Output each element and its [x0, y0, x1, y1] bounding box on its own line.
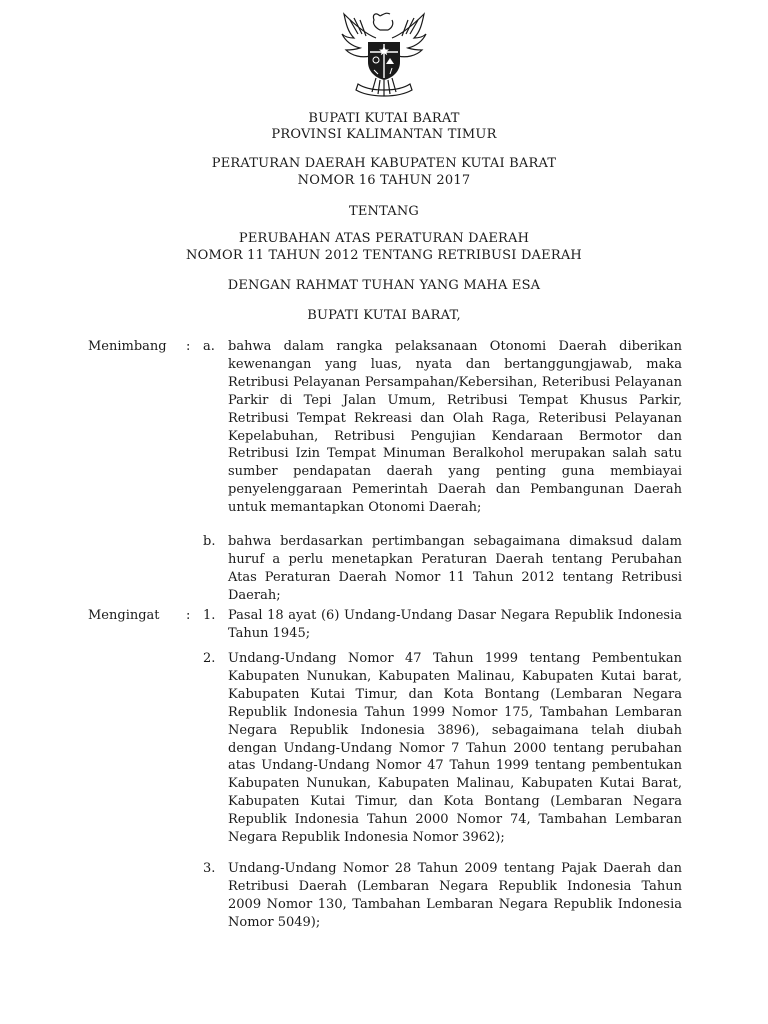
garuda-emblem-icon — [336, 8, 432, 100]
header-line-7: NOMOR 11 TAHUN 2012 TENTANG RETRIBUSI DAERAH — [186, 248, 582, 263]
header-line-1: BUPATI KUTAI BARAT — [308, 111, 460, 126]
header-line-5: TENTANG — [348, 204, 420, 219]
mengingat-item-3: Undang-Undang Nomor 28 Tahun 2009 tentang Pajak Daerah dan Retribusi Daerah (Lembaran Negara Republik Indonesia Tahun 2009 Nomor 130, Tambahan Lembaran Negara Republik Indonesia Nomor 5049); — [228, 861, 682, 930]
mengingat-item-2: Undang-Undang Nomor 47 Tahun 1999 tentang Pembentukan Kabupaten Nunukan, Kabupaten Malinau, Kabupaten Kutai barat, Kabupaten Kutai Timur, dan Kota Bontang (Lembaran Negara Republik Indonesia Tahun 1999 Nomor 175, Tambahan Lembaran Negara Republik Indonesia 3896), sebagaimana telah diubah dengan Undang-Undang Nomor 7 Tahun 2000 tentang perubahan atas Undang-Undang Nomor 47 Tahun 1999 tentang pembentukan Kabupaten Nunukan, Kabupaten Malinau, Kabupaten Kutai Barat, Kabupaten Kutai Timur, dan Kota Bontang (Lembaran Negara Republik Indonesia Tahun 2000 Nomor 74, Tambahan Lembaran Negara Republik Indonesia Nomor 3962); — [228, 651, 682, 846]
mengingat-marker-3: 3. — [203, 861, 216, 876]
menimbang-item-b: bahwa berdasarkan pertimbangan sebagaimana dimaksud dalam huruf a perlu menetapkan Peraturan Daerah tentang Perubahan Atas Peraturan Daerah Nomor 11 Tahun 2012 tentang Retribusi Daerah; — [228, 534, 682, 603]
menimbang-item-a: bahwa dalam rangka pelaksanaan Otonomi Daerah diberikan kewenangan yang luas, nyata dan bertanggungjawab, maka Retribusi Pelayanan Persampahan/Kebersihan, Reteribusi Pelayanan Parkir di Tepi Jalan Umum, Retribusi Tempat Khusus Parkir, Retribusi Tempat Rekreasi dan Olah Raga, Reteribusi Pelayanan Kepelabuhan, Retribusi Pengujian Kendaraan Bermotor dan Retribusi Izin Tempat Minuman Beralkohol merupakan salah satu sumber pendapatan daerah yang penting guna membiayai penyelenggaraan Pemerintah Daerah dan Pembangunan Daerah untuk memantapkan Otonomi Daerah; — [228, 339, 682, 516]
header-line-3: PERATURAN DAERAH KABUPATEN KUTAI BARAT — [211, 156, 557, 171]
menimbang-colon: : — [186, 339, 191, 354]
header-line-6: PERUBAHAN ATAS PERATURAN DAERAH — [238, 231, 530, 246]
mengingat-label: Mengingat — [88, 608, 160, 623]
mengingat-colon: : — [186, 608, 191, 623]
header-line-8: DENGAN RAHMAT TUHAN YANG MAHA ESA — [227, 278, 541, 293]
header-line-4: NOMOR 16 TAHUN 2017 — [297, 173, 471, 188]
menimbang-marker-b: b. — [203, 534, 216, 549]
menimbang-label: Menimbang — [88, 339, 167, 354]
mengingat-marker-1: 1. — [203, 608, 216, 623]
mengingat-marker-2: 2. — [203, 651, 216, 666]
header-line-9: BUPATI KUTAI BARAT, — [307, 308, 461, 323]
header-line-2: PROVINSI KALIMANTAN TIMUR — [271, 127, 497, 142]
menimbang-marker-a: a. — [203, 339, 215, 354]
mengingat-item-1: Pasal 18 ayat (6) Undang-Undang Dasar Negara Republik Indonesia Tahun 1945; — [228, 608, 682, 641]
